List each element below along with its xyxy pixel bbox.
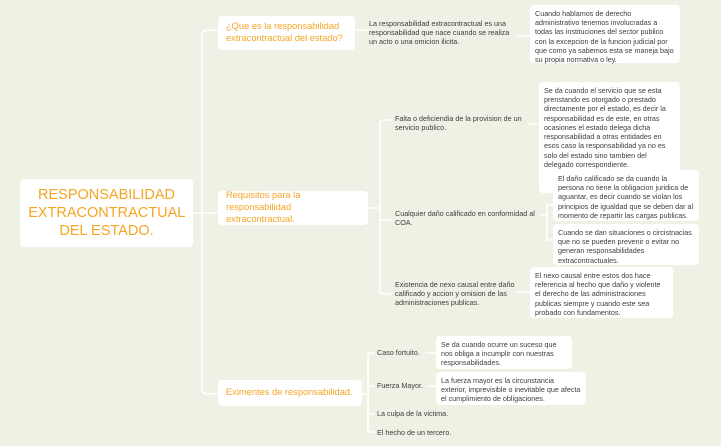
req-public-service-label: Falta o deficiendia de la provision de un servicio publico. (395, 114, 522, 133)
exemption-fortuitous-label: Caso fortuito. (377, 348, 420, 357)
exemption-force-majeure-note[interactable] (436, 372, 586, 405)
req-qualified-damage-note-text: El daño calificado se da cuando la persona no tiene la obligacion juridica de aguantar, es decir cuando se violan los principios de igualdad que se deben dar al momento de repartir las cargas publicas. (558, 174, 694, 220)
exemption-force-majeure-note-text: La fuerza mayor es la circunstancia exterior, imprevisible o inevitable que afecta el cumplimiento de obligaciones. (441, 376, 581, 404)
definition-text[interactable] (369, 19, 519, 47)
exemption-force-majeure-label: Fuerza Mayor. (377, 381, 423, 390)
req-qualified-damage-note[interactable] (553, 170, 699, 221)
req-public-service[interactable] (395, 114, 531, 132)
req-causal-link-note[interactable] (530, 267, 673, 318)
definition-label: La responsabilidad extracontractual es una responsabilidad que nace cuando se realiza un acto o una omicion ilicita. (369, 19, 510, 47)
branch-what-is-node[interactable] (218, 16, 355, 50)
req-qualified-damage-label: Cualquier daño calificado en conformidad al COA. (395, 209, 535, 228)
exemption-third-party-label: El hecho de un tercero. (377, 428, 452, 437)
req-causal-link[interactable] (395, 280, 519, 308)
exemption-fortuitous[interactable] (377, 348, 420, 357)
req-unforeseeable-note-text: Cuando se dan situaciones o circistnacias que no se pueden prevenir o evitar no generan responsabilidades extracontractuales. (558, 228, 692, 265)
exemption-fortuitous-note[interactable] (436, 336, 572, 369)
connector-branch3 (362, 353, 374, 432)
connector-main-branches (202, 30, 218, 394)
exemption-force-majeure[interactable] (377, 381, 423, 390)
branch-requirements-node[interactable] (218, 191, 368, 225)
root-node[interactable] (20, 179, 193, 247)
exemption-victim-fault[interactable] (377, 409, 448, 418)
req-unforeseeable-note[interactable] (553, 224, 699, 265)
root-title: RESPONSABILIDAD EXTRACONTRACTUAL DEL ESTADO. (28, 186, 186, 240)
connector-branch2 (368, 120, 391, 294)
req-causal-link-label: Existencia de nexo causal entre daño calificado y accion y omision de las administraciones publicas. (395, 280, 515, 308)
connector-branch3-notes (426, 353, 436, 386)
exemption-third-party[interactable] (377, 428, 451, 437)
branch-requirements-title: Requisitos para la responsabilidad extracontractual. (226, 190, 301, 224)
req-causal-link-note-text: El nexo causal entre estos dos hace referencia al hecho que daño y violente el derecho de las administraciones publicas siempre y cuando este sea probado con fundamentos. (535, 271, 661, 317)
branch-exemptions-title: Eximentes de responsabilidad. (226, 387, 353, 398)
exemption-victim-fault-label: La culpa de la victima. (377, 409, 449, 418)
req-public-service-note-text: Se da cuando el servicio que se esta prenstando es otorgado o prestado directamente por el estado, es decir la responsabilidad es de este, en otras ocasiones el estado delega dicha responsabilidad a otras entidades en esos caso la responsabilidad ya no es solo del estado sino tambien del delegado correspondiente. (544, 86, 666, 169)
branch-exemptions-node[interactable] (218, 380, 362, 406)
req-qualified-damage[interactable] (395, 209, 543, 227)
branch-what-is-title: ¿Que es la responsabilidad extracontractual del estado? (226, 21, 343, 43)
exemption-fortuitous-note-text: Se da cuando ocurre un suceso que nos obliga a incumplir con nuestras responsabilidades. (441, 340, 557, 368)
admin-law-note-text: Cuando hablamos de derecho administrativo tenemos involucradas a todas las instituciones del sector publico con la excepcion de la funcion judicial por que como ya sabemos esta se maneja bajo su propia normativa o ley. (535, 9, 674, 65)
admin-law-note[interactable] (530, 5, 680, 63)
